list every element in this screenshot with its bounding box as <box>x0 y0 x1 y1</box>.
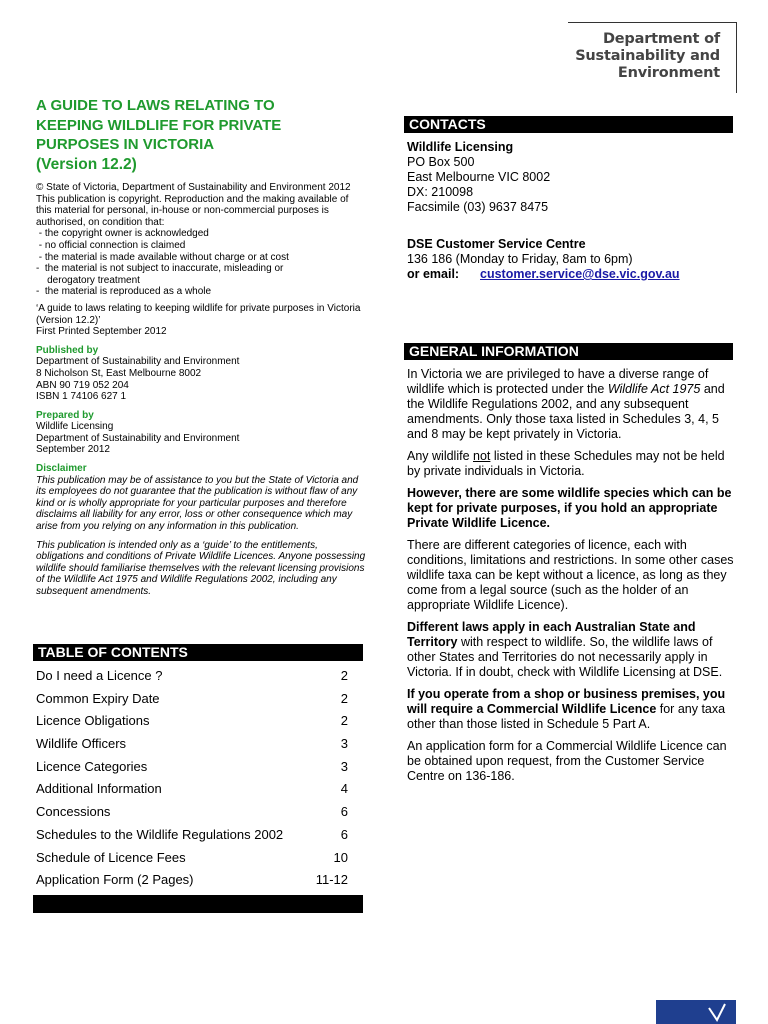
published-line: Department of Sustainability and Environment <box>36 356 240 368</box>
general-info-heading: GENERAL INFORMATION <box>404 343 733 360</box>
text-span: with respect to wildlife. So, the wildlife laws of other States and Territories do not necessarily apply in Victoria. If in doubt, check with Wildlife Licensing at DSE. <box>407 635 723 679</box>
dse-logo <box>568 22 737 93</box>
general-paragraph: An application form for a Commercial Wildlife Licence can be obtained upon request, from the Customer Service Centre on 136-186. <box>407 739 727 783</box>
general-paragraph <box>407 486 737 531</box>
contact-centre: DSE Customer Service Centre <box>407 237 586 251</box>
text-span: for any taxa other than those listed in Schedule 5 Part A. <box>407 702 726 731</box>
prepared-heading: Prepared by <box>36 409 94 421</box>
logo-line: Sustainability and <box>575 48 720 64</box>
contacts-section <box>407 140 737 282</box>
toc-entry[interactable] <box>36 713 348 736</box>
toc-label: Schedule of Licence Fees <box>36 849 186 865</box>
toc-label: Application Form (2 Pages) <box>36 872 194 888</box>
victoria-state-logo <box>656 1000 736 1024</box>
act-name: Wildlife Act 1975 <box>607 382 701 396</box>
toc-page: 4 <box>340 781 348 797</box>
condition-item: - no official connection is claimed <box>36 239 186 251</box>
toc-entry[interactable] <box>36 850 348 873</box>
logo-line: Environment <box>617 65 720 81</box>
toc-label: Licence Categories <box>36 758 148 774</box>
copyright-conditions <box>36 228 366 298</box>
toc-label: Schedules to the Wildlife Regulations 2002 <box>36 826 284 842</box>
general-paragraph: There are different categories of licence, each with conditions, limitations and restrictions. In some other cases wildlife taxa can be kept without a licence, as long as they come from a legal source (such as the holder of an appropriate Wildlife Licence). <box>407 538 734 612</box>
contact-hours: 136 186 (Monday to Friday, 8am to 6pm) <box>407 252 633 266</box>
toc-page: 2 <box>340 668 348 683</box>
condition-item: - the material is reproduced as a whole <box>36 286 212 298</box>
contact-line: Facsimile (03) 9637 8475 <box>407 200 549 214</box>
citation: ‘A guide to laws relating to keeping wildlife for private purposes in Victoria (Version 12.2)’ <box>36 302 361 326</box>
bold-text: Different laws apply in each Australian State and Territory <box>407 620 696 649</box>
toc-page: 10 <box>333 849 348 865</box>
toc-entry[interactable] <box>36 668 348 691</box>
contacts-heading: CONTACTS <box>404 116 733 133</box>
email-label: or email: <box>407 267 460 281</box>
condition-item: - the material is not subject to inaccurate, misleading or <box>36 263 284 275</box>
copyright-owner: © State of Victoria, Department of Sustainability and Environment 2012 <box>36 182 351 193</box>
left-info-column <box>36 182 366 598</box>
title-line: PURPOSES IN VICTORIA <box>36 136 215 153</box>
contact-line: DX: 210098 <box>407 185 474 199</box>
title-line: KEEPING WILDLIFE FOR PRIVATE <box>36 116 282 134</box>
disclaimer-heading: Disclaimer <box>36 463 87 475</box>
toc-entry[interactable] <box>36 781 348 804</box>
contact-line: PO Box 500 <box>407 155 475 169</box>
toc-page: 3 <box>340 736 348 752</box>
toc-footer-bar <box>33 895 363 913</box>
published-line: ABN 90 719 052 204 <box>36 379 129 391</box>
toc-label: Do I need a Licence ? <box>36 668 163 683</box>
disclaimer-text: This publication may be of assistance to you but the State of Victoria and its employees do not guarantee that the publication is without flaw of any kind or is wholly appropriate for your particular purposes and therefore disclaims all liability for any error, loss or other consequence which may arise from you relying on any information in this publication. <box>36 474 359 533</box>
text-span: Any wildlife <box>407 449 473 463</box>
vic-tick-icon <box>708 1002 726 1022</box>
toc-entry[interactable] <box>36 691 348 714</box>
text-span: and the Wildlife Regulations 2002, and any subsequent amendments. Only those taxa listed in Schedules 3, 4, 5 and 8 may be kept privately in Victoria. <box>407 382 725 441</box>
toc-label: Common Expiry Date <box>36 690 160 706</box>
published-line: 8 Nicholson St, East Melbourne 8002 <box>36 367 202 379</box>
toc-heading: TABLE OF CONTENTS <box>33 644 363 661</box>
contact-org: Wildlife Licensing <box>407 140 514 154</box>
table-of-contents <box>36 668 348 895</box>
toc-label: Concessions <box>36 804 111 820</box>
published-line: ISBN 1 74106 627 1 <box>36 391 127 403</box>
toc-entry[interactable] <box>36 872 348 895</box>
general-info-section <box>407 367 737 791</box>
bold-text: However, there are some wildlife species which can be kept for private purposes, if you hold an appropriate Private Wildlife Licence. <box>407 486 732 530</box>
toc-entry[interactable] <box>36 827 348 850</box>
prepared-line: September 2012 <box>36 444 110 456</box>
text-span: In Victoria we are privileged to have a diverse range of wildlife which is protected under the <box>407 367 709 396</box>
bold-text: If you operate from a shop or business premises, you will require a Commercial Wildlife Licence <box>407 687 726 716</box>
toc-entry[interactable] <box>36 759 348 782</box>
emphasis-not: not <box>473 449 491 463</box>
toc-page: 11-12 <box>315 872 348 888</box>
toc-page: 6 <box>340 804 348 820</box>
copyright-text: This publication is copyright. Reproduction and the making available of this material for personal, in-house or non-commercial purposes is authorised, on condition that: <box>36 193 349 228</box>
toc-label: Licence Obligations <box>36 713 150 729</box>
published-heading: Published by <box>36 344 99 356</box>
printed-date: First Printed September 2012 <box>36 326 167 338</box>
general-paragraph <box>407 367 737 442</box>
toc-entry[interactable] <box>36 736 348 759</box>
condition-item: - the material is made available without charge or at cost <box>36 251 289 263</box>
condition-item: - the copyright owner is acknowledged <box>36 228 209 240</box>
logo-line: Department of <box>602 31 720 47</box>
document-title <box>36 96 356 174</box>
toc-page: 3 <box>340 758 348 774</box>
email-link[interactable]: customer.service@dse.vic.gov.au <box>480 267 680 281</box>
toc-label: Additional Information <box>36 781 162 797</box>
title-line: A GUIDE TO LAWS RELATING TO <box>36 97 275 114</box>
general-paragraph <box>407 620 737 680</box>
toc-entry[interactable] <box>36 804 348 827</box>
toc-page: 2 <box>340 690 348 706</box>
general-paragraph <box>407 449 737 479</box>
prepared-line: Department of Sustainability and Environment <box>36 432 240 444</box>
toc-page: 6 <box>340 826 348 842</box>
toc-label: Wildlife Officers <box>36 736 127 752</box>
title-version: (Version 12.2) <box>36 155 137 173</box>
disclaimer-text: This publication is intended only as a ‘guide’ to the entitlements, obligations and conditions of Private Wildlife Licences. Anyone possessing wildlife should familiarise themselves with the relevant licensing provisions of the Wildlife Act 1975 and Wildlife Regulations 2002, including any subsequent amendments. <box>36 539 366 597</box>
condition-item: derogatory treatment <box>36 274 140 286</box>
text-span: listed in these Schedules may not be held by private individuals in Victoria. <box>407 449 725 478</box>
toc-page: 2 <box>340 713 348 729</box>
general-paragraph <box>407 687 737 732</box>
contact-line: East Melbourne VIC 8002 <box>407 170 551 184</box>
prepared-line: Wildlife Licensing <box>36 421 114 433</box>
